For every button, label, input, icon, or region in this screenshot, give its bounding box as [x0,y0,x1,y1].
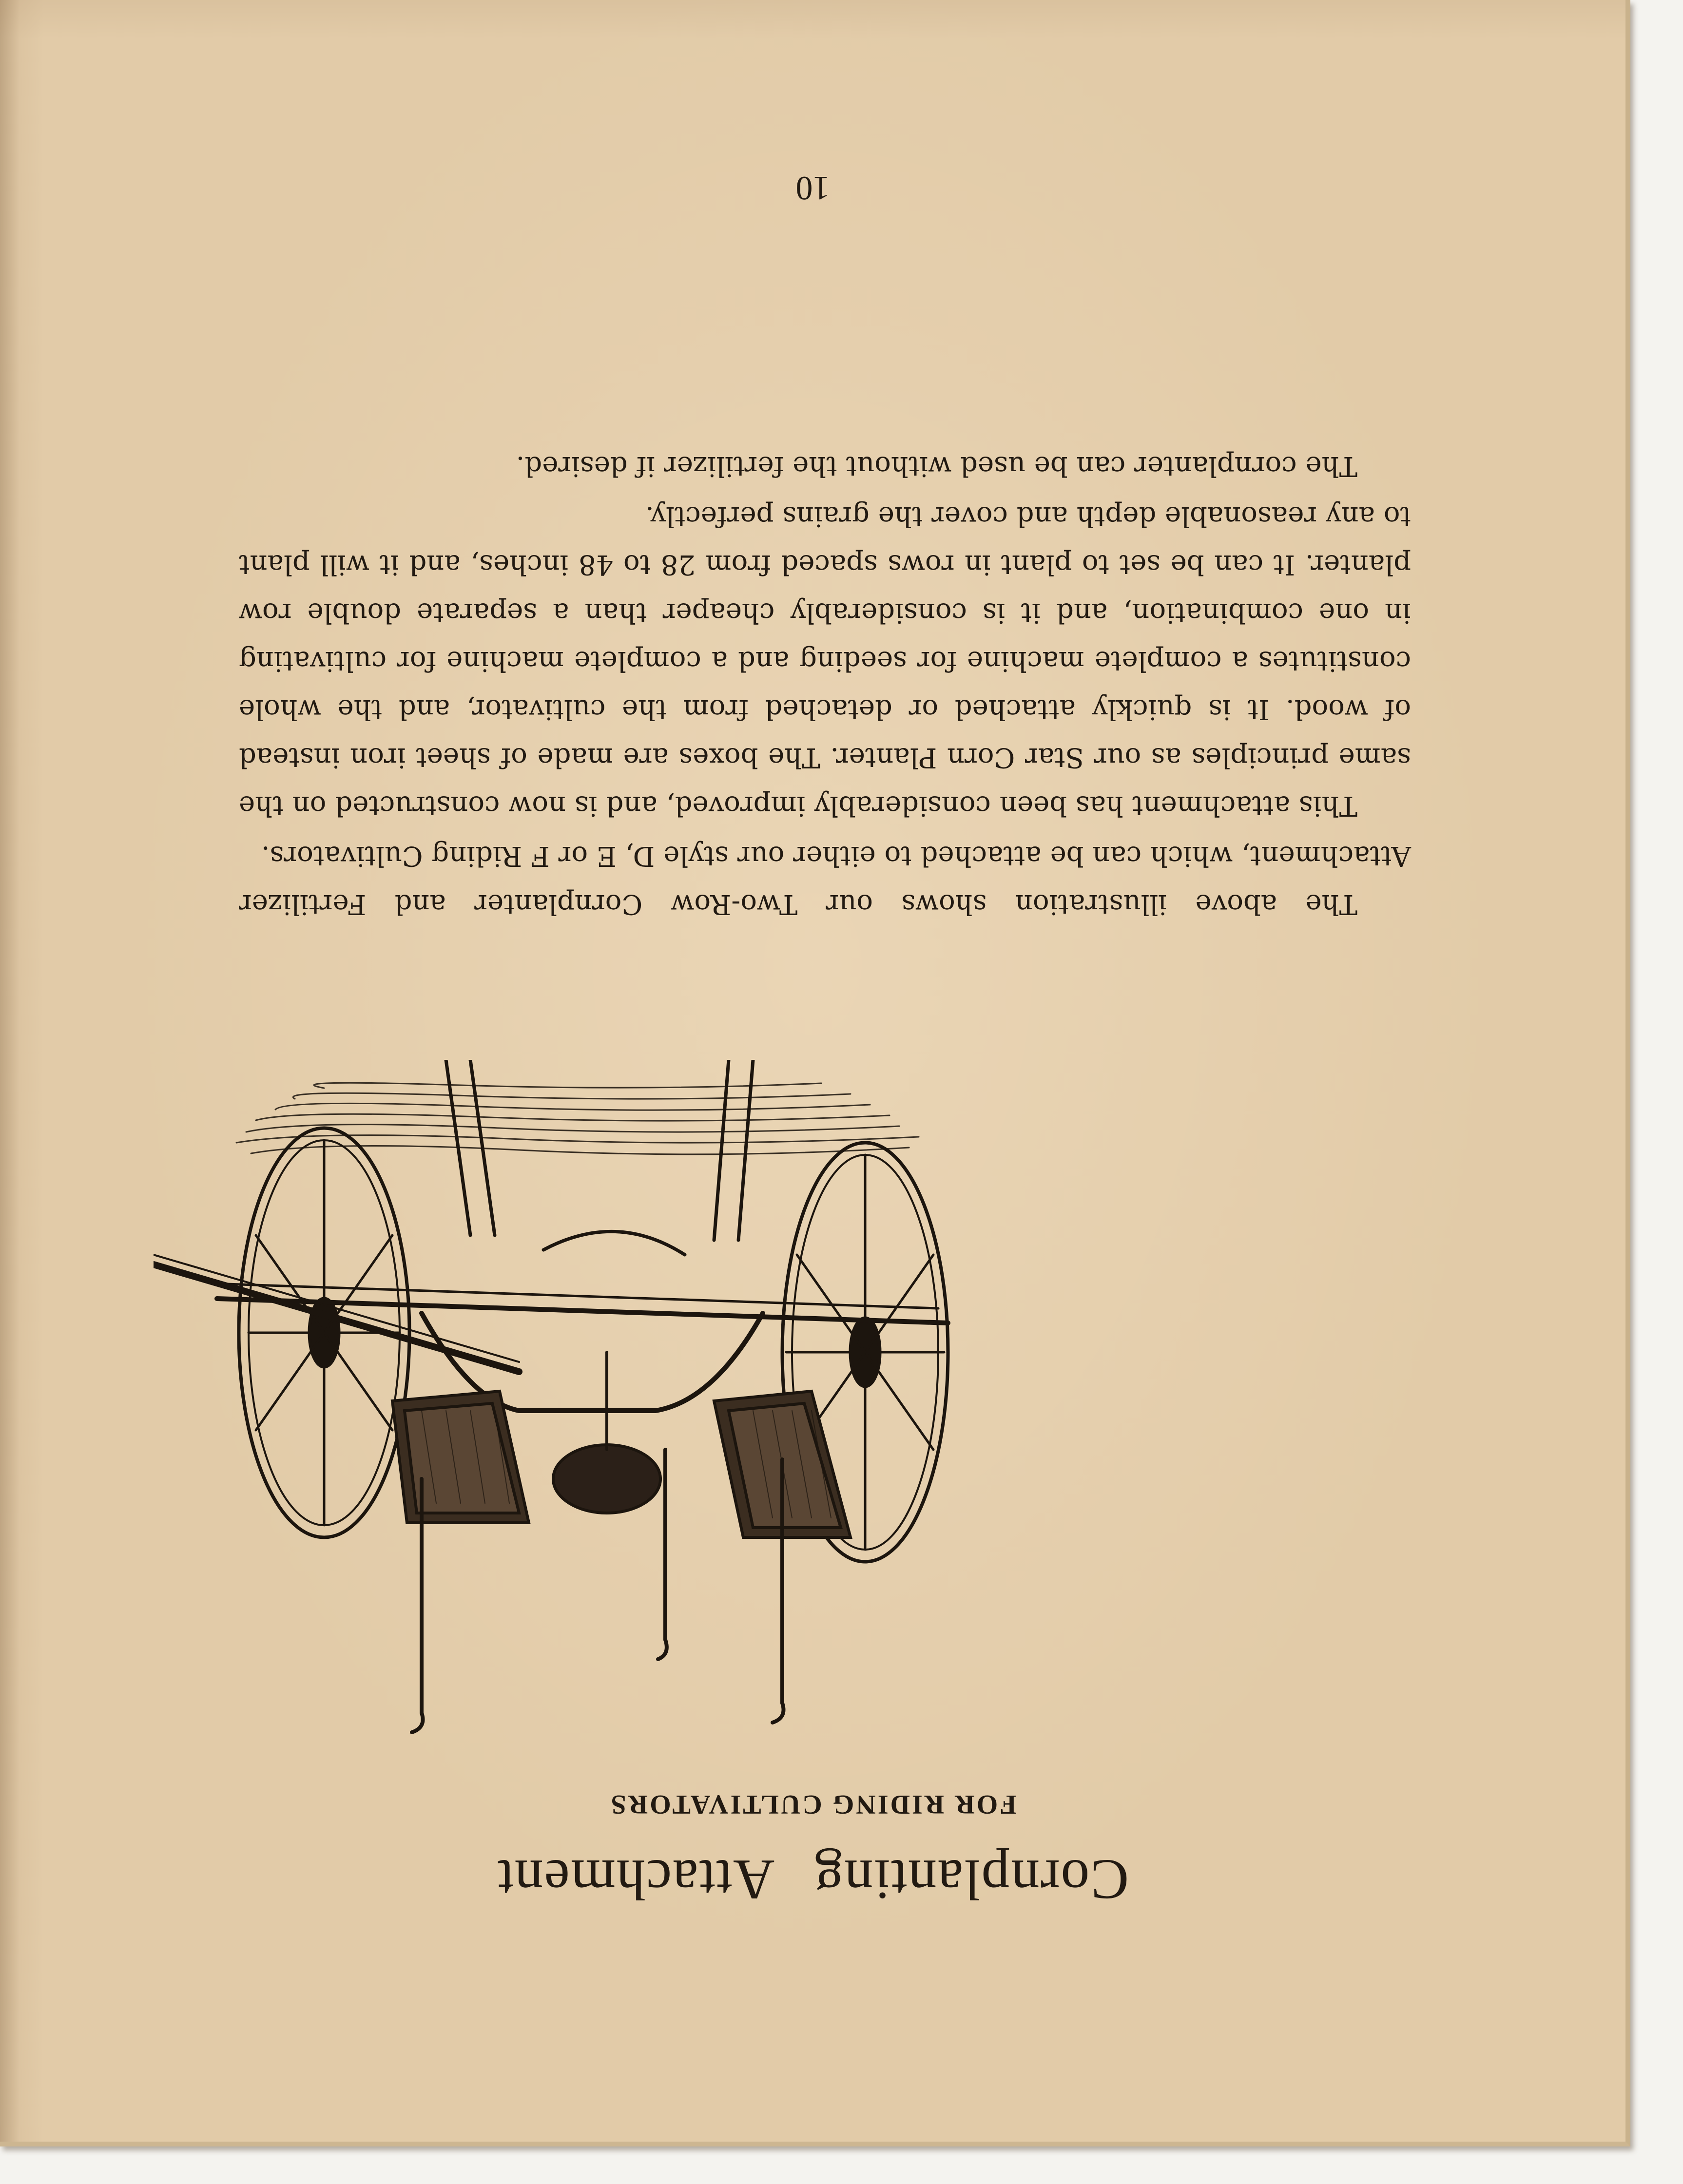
levers [446,1060,753,1255]
page-subtitle: FOR RIDING CULTIVATORS [609,1789,1017,1820]
page-number: 10 [795,169,830,207]
driver-seat [553,1352,660,1513]
paragraph-2: This attachment has been considerably improved, and is now constructed on the same principles as our Star Corn Planter. The boxes are made of sheet iron instead of wood. It is quickly attached or detached from the cultivator, and the whole constitutes a complete machine for seeding and a complete machine for cultivating in one combination, and it is considerably cheaper than a separate double row planter. It can be set to plant in rows spaced from 28 to 48 inches, and it will plant to any reasonable depth and cover the grains perfectly. [239,500,1411,822]
body-text [239,442,1411,928]
page-title: Cornplanting Attachment [496,1848,1129,1912]
cornplanter-illustration [154,1060,1055,1752]
paragraph-3: The cornplanter can be used without the fertilizer if desired. [516,450,1357,482]
paragraph-1: The above illustration shows our Two-Row Cornplanter and Fertilizer Attachment, which can be attached to either our style D, E or F Riding Cultivators. [239,840,1411,920]
